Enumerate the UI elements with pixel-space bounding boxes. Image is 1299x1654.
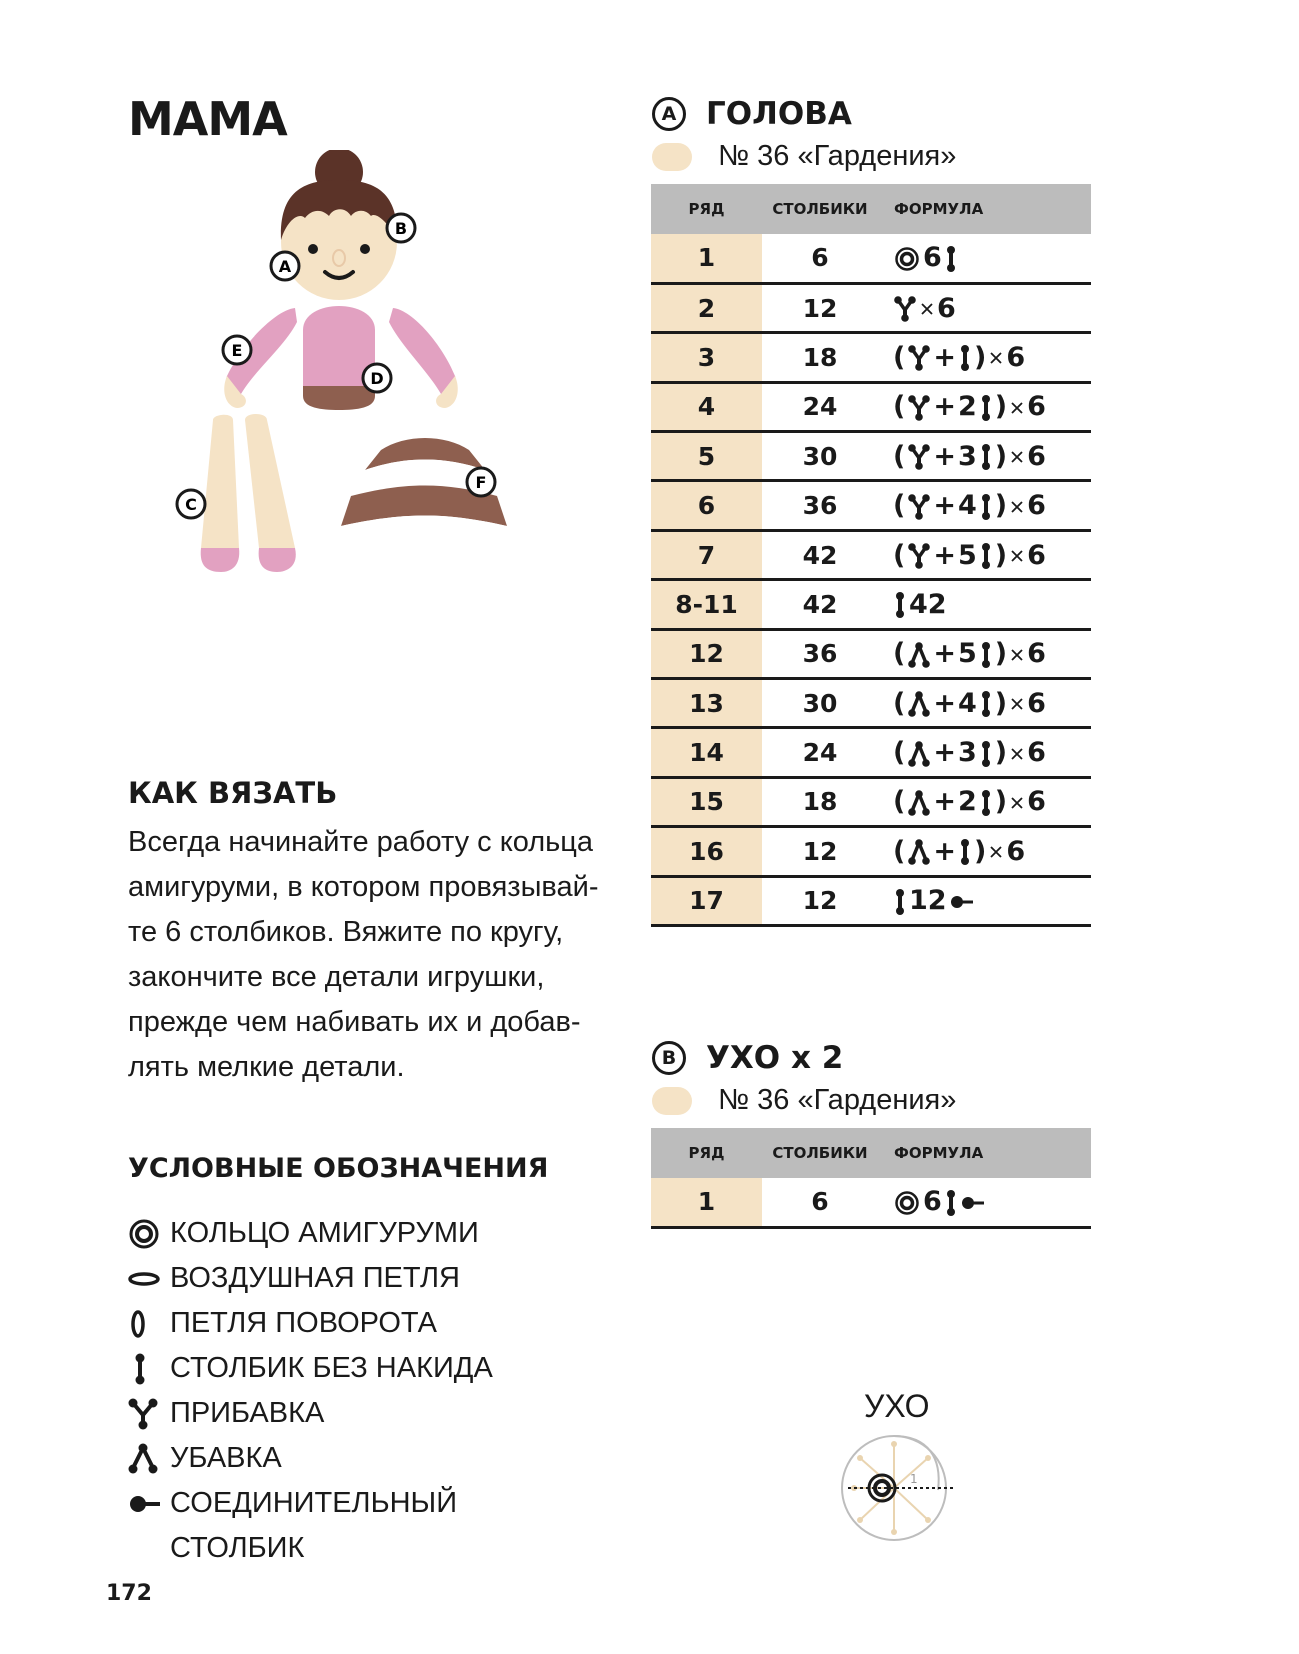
formula-text: (	[893, 786, 906, 818]
table-header	[651, 1128, 1091, 1178]
formula-text: 2	[957, 391, 977, 423]
stitch-count: 6	[762, 234, 878, 283]
table-row	[651, 1178, 1091, 1227]
single-crochet-icon	[959, 838, 971, 866]
formula-text: (	[893, 835, 906, 867]
formula-text: 6	[923, 242, 942, 274]
table-row	[651, 234, 1091, 283]
legend-item	[128, 1301, 628, 1346]
formula-text: 5	[957, 539, 977, 571]
formula-text: 42	[909, 588, 947, 620]
ear-diagram-label: УХО	[864, 1388, 930, 1424]
stitch-count: 36	[762, 481, 878, 530]
column-header: РЯД	[651, 1128, 762, 1178]
stitch-count: 12	[762, 827, 878, 876]
times-icon	[989, 351, 1003, 365]
formula-text: )	[973, 835, 987, 867]
magic-ring-icon	[128, 1211, 170, 1256]
table-row	[651, 530, 1091, 579]
row-number: 12	[651, 629, 762, 678]
table-row	[651, 481, 1091, 530]
row-number: 16	[651, 827, 762, 876]
row-number: 7	[651, 530, 762, 579]
legend-label: ВОЗДУШНАЯ ПЕТЛЯ	[170, 1262, 460, 1294]
stitch-count: 6	[762, 1178, 878, 1227]
formula-text: +	[933, 440, 956, 472]
column-header: РЯД	[651, 184, 762, 234]
formula-text: 4	[957, 687, 977, 719]
howto-line: закончите все детали игрушки,	[128, 961, 545, 993]
formula	[878, 1178, 1091, 1227]
formula-text: (	[893, 440, 906, 472]
legend-label: СТОЛБИК БЕЗ НАКИДА	[170, 1352, 493, 1384]
legend-item	[128, 1391, 628, 1436]
decrease-icon	[908, 690, 930, 718]
stitch-count: 18	[762, 333, 878, 382]
single-crochet-icon	[894, 888, 906, 916]
formula	[878, 432, 1091, 481]
formula	[878, 629, 1091, 678]
formula	[878, 679, 1091, 728]
table-row	[651, 333, 1091, 382]
ear-pattern-table	[651, 1128, 1091, 1229]
row-number: 13	[651, 679, 762, 728]
formula-text: 6	[1027, 539, 1046, 571]
formula	[878, 827, 1091, 876]
formula-text: +	[933, 638, 956, 670]
diagram-round-number: 1	[910, 1472, 918, 1486]
legend-label-continuation: СТОЛБИК	[170, 1532, 305, 1564]
table-row	[651, 777, 1091, 826]
yarn-info	[652, 140, 956, 173]
section-title: УХО x 2	[706, 1040, 844, 1076]
formula-text: 6	[1027, 440, 1046, 472]
page-number: 172	[106, 1581, 152, 1606]
row-number: 4	[651, 382, 762, 431]
table-row	[651, 876, 1091, 925]
table-row	[651, 432, 1091, 481]
stitch-count: 30	[762, 679, 878, 728]
table-row	[651, 580, 1091, 629]
table-row	[651, 679, 1091, 728]
section-marker: A	[652, 97, 686, 131]
yarn-swatch	[652, 143, 692, 171]
ear-crochet-diagram	[838, 1428, 968, 1548]
column-header: СТОЛБИКИ	[762, 184, 878, 234]
svg-text:B: B	[394, 219, 408, 238]
row-number: 1	[651, 1178, 762, 1227]
formula-text: )	[994, 737, 1008, 769]
table-row	[651, 382, 1091, 431]
slip-stitch-icon	[950, 895, 974, 909]
howto-title: КАК ВЯЗАТЬ	[128, 776, 338, 810]
formula-text: 3	[957, 737, 977, 769]
formula-text: )	[994, 539, 1008, 571]
slip-stitch-icon	[128, 1481, 170, 1526]
single-crochet-icon	[980, 690, 992, 718]
formula-text: (	[893, 391, 906, 423]
doll-marker-e	[223, 336, 251, 364]
row-number: 5	[651, 432, 762, 481]
slip-stitch-icon	[961, 1196, 985, 1210]
formula	[878, 283, 1091, 332]
svg-text:C: C	[185, 495, 197, 514]
svg-text:E: E	[231, 341, 243, 360]
formula	[878, 728, 1091, 777]
stitch-count: 42	[762, 530, 878, 579]
howto-line: те 6 столбиков. Вяжите по кругу,	[128, 916, 564, 948]
times-icon	[1010, 500, 1024, 514]
decrease-icon	[908, 641, 930, 669]
chain-icon	[128, 1256, 170, 1301]
formula-text: 6	[1027, 687, 1046, 719]
column-header: ФОРМУЛА	[878, 184, 1091, 234]
stitch-count: 12	[762, 876, 878, 925]
formula-text: 6	[923, 1186, 942, 1218]
svg-text:A: A	[278, 257, 292, 276]
legend-label: СОЕДИНИТЕЛЬНЫЙ	[170, 1487, 458, 1519]
formula-text: +	[933, 786, 956, 818]
formula-text: +	[933, 341, 956, 373]
single-crochet-icon	[128, 1346, 170, 1391]
formula-text: )	[994, 638, 1008, 670]
doll-illustration	[175, 150, 555, 620]
stitch-count: 36	[762, 629, 878, 678]
formula-text: +	[933, 539, 956, 571]
formula-text: 4	[957, 490, 977, 522]
legend-item	[128, 1481, 628, 1526]
row-number: 15	[651, 777, 762, 826]
decrease-icon	[908, 838, 930, 866]
single-crochet-icon	[980, 789, 992, 817]
formula-text: 6	[1006, 341, 1026, 373]
doll-marker-a	[271, 252, 299, 280]
svg-text:F: F	[475, 473, 487, 492]
table-row	[651, 728, 1091, 777]
times-icon	[1010, 450, 1024, 464]
formula-text: 5	[957, 638, 977, 670]
row-number: 6	[651, 481, 762, 530]
doll-marker-d	[363, 364, 391, 392]
yarn-swatch	[652, 1087, 692, 1115]
table-row	[651, 629, 1091, 678]
row-number: 14	[651, 728, 762, 777]
legend-label: КОЛЬЦО АМИГУРУМИ	[170, 1217, 479, 1249]
times-icon	[989, 845, 1003, 859]
yarn-label: № 36 «Гардения»	[718, 140, 957, 172]
legend-item	[128, 1346, 628, 1391]
formula	[878, 481, 1091, 530]
formula	[878, 333, 1091, 382]
single-crochet-icon	[980, 443, 992, 471]
legend-label: ПРИБАВКА	[170, 1397, 325, 1429]
formula-text: )	[994, 687, 1008, 719]
increase-icon	[908, 344, 930, 372]
howto-text	[128, 820, 668, 1090]
stitch-count: 18	[762, 777, 878, 826]
formula-text: +	[933, 835, 956, 867]
formula-text: (	[893, 638, 906, 670]
yarn-info	[652, 1084, 956, 1117]
decrease-icon	[908, 740, 930, 768]
formula-text: )	[994, 490, 1008, 522]
decrease-icon	[908, 789, 930, 817]
increase-icon	[908, 443, 930, 471]
legend-label: ПЕТЛЯ ПОВОРОТА	[170, 1307, 437, 1339]
formula	[878, 580, 1091, 629]
column-header: ФОРМУЛА	[878, 1128, 1091, 1178]
formula-text: (	[893, 737, 906, 769]
legend-title: УСЛОВНЫЕ ОБОЗНАЧЕНИЯ	[128, 1153, 549, 1184]
legend-item	[128, 1256, 628, 1301]
formula-text: 6	[1006, 835, 1026, 867]
formula-text: (	[893, 687, 906, 719]
single-crochet-icon	[980, 641, 992, 669]
magic-ring-icon	[894, 1190, 920, 1216]
times-icon	[920, 302, 934, 316]
times-icon	[1010, 648, 1024, 662]
formula	[878, 234, 1091, 283]
page-title: МАМА	[128, 92, 287, 146]
formula	[878, 876, 1091, 925]
formula-text: +	[933, 737, 956, 769]
decrease-icon	[128, 1436, 170, 1481]
stitch-count: 24	[762, 382, 878, 431]
times-icon	[1010, 796, 1024, 810]
row-number: 2	[651, 283, 762, 332]
formula-text: )	[994, 440, 1008, 472]
formula-text: )	[994, 786, 1008, 818]
howto-line: амигуруми, в котором провязывай-	[128, 871, 599, 903]
table-header	[651, 184, 1091, 234]
formula-text: (	[893, 341, 906, 373]
formula-text: 12	[909, 885, 947, 917]
formula-text: 6	[1027, 737, 1046, 769]
stitch-count: 24	[762, 728, 878, 777]
single-crochet-icon	[945, 1189, 957, 1217]
legend-label: УБАВКА	[170, 1442, 282, 1474]
single-crochet-icon	[980, 542, 992, 570]
formula-text: 6	[937, 292, 956, 324]
section-title: ГОЛОВА	[706, 96, 852, 132]
section-head-title	[652, 96, 852, 132]
doll-marker-c	[177, 490, 205, 518]
yarn-label: № 36 «Гардения»	[718, 1084, 957, 1116]
times-icon	[1010, 549, 1024, 563]
svg-text:D: D	[370, 369, 384, 388]
doll-marker-f	[467, 468, 495, 496]
legend-item	[128, 1211, 628, 1256]
column-header: СТОЛБИКИ	[762, 1128, 878, 1178]
formula-text: 2	[957, 786, 977, 818]
increase-icon	[908, 493, 930, 521]
times-icon	[1010, 747, 1024, 761]
head-pattern-table	[651, 184, 1091, 927]
formula-text: (	[893, 490, 906, 522]
section-ear-title	[652, 1040, 843, 1076]
single-crochet-icon	[980, 740, 992, 768]
doll-marker-b	[387, 214, 415, 242]
legend	[128, 1211, 628, 1571]
formula-text: +	[933, 391, 956, 423]
howto-line: Всегда начинайте работу с кольца	[128, 826, 594, 858]
howto-line: лять мелкие детали.	[128, 1051, 405, 1083]
stitch-count: 30	[762, 432, 878, 481]
formula-text: 6	[1027, 490, 1046, 522]
formula-text: )	[994, 391, 1008, 423]
table-row	[651, 827, 1091, 876]
formula-text: 3	[957, 440, 977, 472]
increase-icon	[128, 1391, 170, 1436]
formula	[878, 530, 1091, 579]
single-crochet-icon	[980, 394, 992, 422]
increase-icon	[908, 394, 930, 422]
stitch-count: 42	[762, 580, 878, 629]
formula-text: +	[933, 490, 956, 522]
table-row	[651, 283, 1091, 332]
howto-line: прежде чем набивать их и добав-	[128, 1006, 581, 1038]
increase-icon	[894, 295, 916, 323]
formula-text: 6	[1027, 786, 1046, 818]
row-number: 3	[651, 333, 762, 382]
section-marker: B	[652, 1041, 686, 1075]
formula-text: +	[933, 687, 956, 719]
formula	[878, 382, 1091, 431]
formula-text: 6	[1027, 391, 1046, 423]
formula-text: )	[973, 341, 987, 373]
stitch-count: 12	[762, 283, 878, 332]
times-icon	[1010, 401, 1024, 415]
single-crochet-icon	[980, 493, 992, 521]
formula	[878, 777, 1091, 826]
increase-icon	[908, 542, 930, 570]
turning-chain-icon	[128, 1301, 170, 1346]
formula-text: 6	[1027, 638, 1046, 670]
row-number: 8-11	[651, 580, 762, 629]
formula-text: (	[893, 539, 906, 571]
single-crochet-icon	[945, 245, 957, 273]
row-number: 1	[651, 234, 762, 283]
row-number: 17	[651, 876, 762, 925]
single-crochet-icon	[959, 344, 971, 372]
single-crochet-icon	[894, 591, 906, 619]
magic-ring-icon	[894, 246, 920, 272]
legend-item	[128, 1436, 628, 1481]
times-icon	[1010, 697, 1024, 711]
